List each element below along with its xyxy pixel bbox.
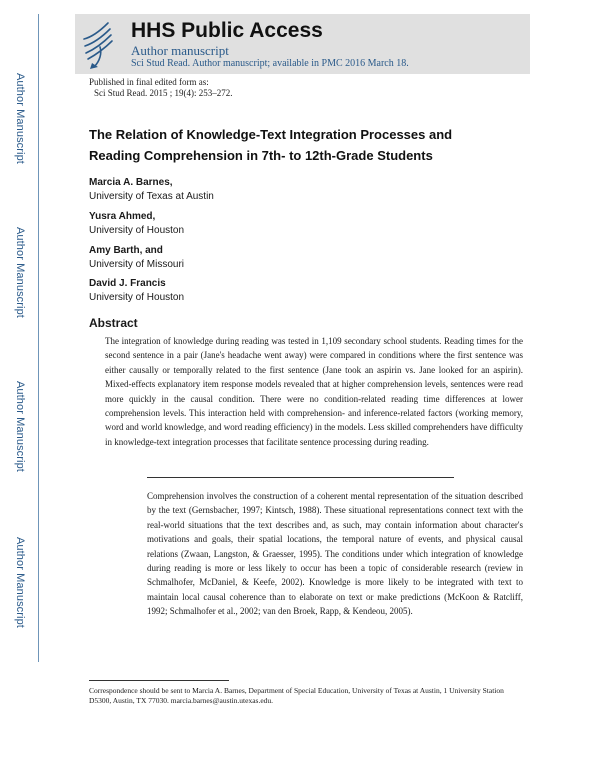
published-line: Published in final edited form as: [89, 77, 209, 87]
author-affiliation: University of Missouri [89, 259, 185, 270]
banner-citation: Sci Stud Read. Author manuscript; available in PMC 2016 March 18. [131, 58, 409, 69]
section-divider [147, 477, 454, 478]
author-block [89, 277, 184, 305]
hhs-banner [75, 14, 530, 74]
author-affiliation: University of Texas at Austin [89, 191, 214, 202]
author-name: Amy Barth, and [89, 245, 163, 256]
abstract-heading: Abstract [89, 316, 138, 330]
author-name: Marcia A. Barnes, [89, 177, 173, 188]
author-affiliation: University of Houston [89, 225, 185, 236]
author-name: Yusra Ahmed, [89, 211, 156, 222]
paper-title: The Relation of Knowledge-Text Integration Processes and Reading Comprehension in 7th- to 12th-Grade Students [89, 127, 453, 163]
body-paragraph: Comprehension involves the construction of a coherent mental representation of the situation described by the text (Gernsbacher, 1997; Kintsch, 1988). These situational representations connect text with the real-world situations that the text describes and, as such, may contain information about character's motivations and goals, their spatial locations, the temporal nature of events, and physical causal relations (Zwaan, Langston, & Graesser, 1995). The conditions under which integration of knowledge during reading is more or less likely to occur has been a topic of considerable research (review in Schmalhofer, McDaniel, & Keefe, 2002). Knowledge is more likely to be integrated with text to maintain local causal coherence than to elaborate on text or make predictions (McKoon & Ratcliff, 1992; Schmalhofer et al., 2002; van den Broek, Rapp, & Kendeou, 2005). [147, 491, 523, 617]
publication-citation: Sci Stud Read. 2015 ; 19(4): 253–272. [94, 88, 233, 98]
author-block [89, 176, 214, 204]
author-block [89, 210, 184, 238]
author-affiliation: University of Houston [89, 292, 185, 303]
side-label-author-manuscript: Author Manuscript [14, 536, 26, 628]
author-manuscript-label: Author manuscript [131, 43, 229, 58]
footnote-divider [89, 680, 229, 681]
side-label-author-manuscript: Author Manuscript [14, 226, 26, 318]
side-label-author-manuscript: Author Manuscript [14, 72, 26, 164]
correspondence-footnote: Correspondence should be sent to Marcia A. Barnes, Department of Special Education, University of Texas at Austin, 1 University Station D5300, Austin, TX 77030. marcia.barnes@austin.utexas.edu. [89, 686, 504, 705]
hhs-eagle-logo-icon [78, 17, 118, 71]
author-name: David J. Francis [89, 278, 166, 289]
author-block [89, 244, 184, 272]
side-label-author-manuscript: Author Manuscript [14, 380, 26, 472]
margin-divider [38, 14, 39, 662]
hhs-public-access-title: HHS Public Access [131, 19, 323, 42]
abstract-text: The integration of knowledge during reading was tested in 1,109 secondary school students. Reading times for the second sentence in a pair (Jane's headache went away) were compared in conditions where the first sentence was either causally or temporally related to the first sentence (Jane took an aspirin vs. Jane looked for an aspirin). Mixed-effects explanatory item response models revealed that at higher comprehension levels, sentences were read more quickly in the causal condition. There were no condition-related reading time differences at lower comprehension levels. This interaction held with comprehension- and inference-related factors (working memory, word and world knowledge, and word reading efficiency) in the models. Less skilled comprehenders have difficulty in knowledge-text integration processes that facilitate sentence processing during reading. [105, 336, 523, 447]
